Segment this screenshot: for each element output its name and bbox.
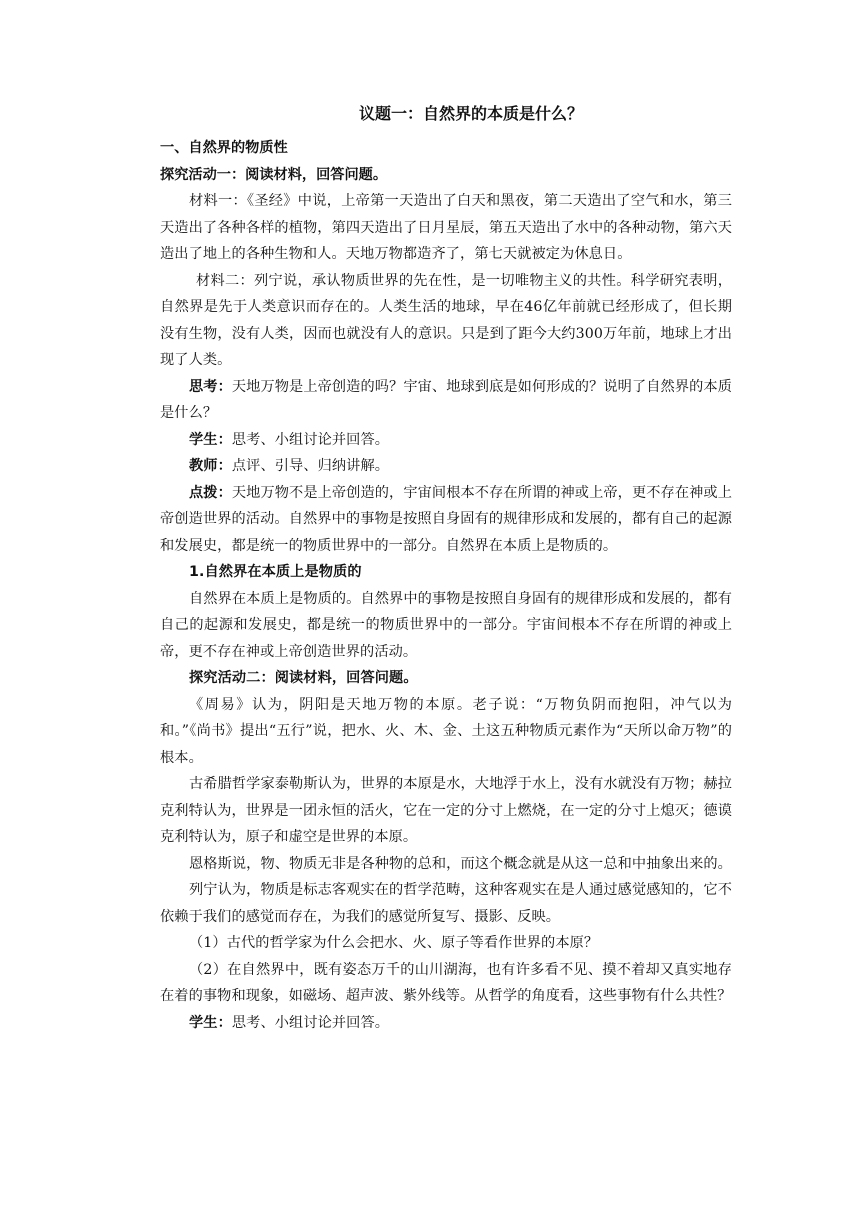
greek-paragraph: 古希腊哲学家泰勒斯认为，世界的本原是水，大地浮于水上，没有水就没有万物；赫拉克利特认为，世界是一团永恒的活火，它在一定的分寸上燃烧，在一定的分寸上熄灭；德谟克利特认为，原子和虚空是世界的本原。 (160, 776, 732, 845)
activity2-heading: 探究活动二：阅读材料，回答问题。 (189, 670, 418, 686)
teacher-label: 教师： (189, 458, 232, 474)
teacher-text: 点评、引导、归纳讲解。 (231, 458, 390, 474)
teacher-paragraph (160, 453, 732, 480)
zhouyi-paragraph: 《周易》认为，阴阳是天地万物的本原。老子说：“万物负阴而抱阳，冲气以为和。”《尚书》提出“五行”说，把水、火、木、金、土这五种物质元素作为“天所以命万物”的根本。 (160, 696, 732, 766)
question2-paragraph: （2）在自然界中，既有姿态万千的山川湖海，也有许多看不见、摸不着却又真实地存在着的事物和现象，如磁场、超声波、紫外线等。从哲学的角度看，这些事物有什么共性？ (160, 961, 732, 1004)
document-body (160, 104, 732, 1036)
hint-paragraph (160, 480, 732, 560)
section-heading: 一、自然界的物质性 (160, 140, 288, 156)
student-text: 思考、小组讨论并回答。 (231, 431, 390, 448)
lenin-paragraph: 列宁认为，物质是标志客观实在的哲学范畴，这种客观实在是人通过感觉感知的，它不依赖于我们的感觉而存在，为我们的感觉所复写、摄影、反映。 (160, 882, 732, 925)
student2-label: 学生： (189, 1014, 232, 1031)
student2-paragraph (160, 1010, 732, 1037)
point1-paragraph: 自然界在本质上是物质的。自然界中的事物是按照自身固有的规律形成和发展的，都有自己的起源和发展史，都是统一的物质世界中的一部分。宇宙间根本不存在所谓的神或上帝，更不存在神或上帝创造世界的活动。 (160, 590, 732, 660)
material2-paragraph: 材料二：列宁说，承认物质世界的先在性，是一切唯物主义的共性。科学研究表明，自然界是先于人类意识而存在的。人类生活的地球，早在46亿年前就已经形成了，但长期没有生物，没有人类，因而也就没有人的意识。只是到了距今大约300万年前，地球上才出现了人类。 (160, 272, 732, 368)
hint-label: 点拨： (189, 484, 232, 501)
student2-text: 思考、小组讨论并回答。 (231, 1014, 390, 1031)
material1-paragraph: 材料一：《圣经》中说，上帝第一天造出了白天和黑夜，第二天造出了空气和水，第三天造出了各种各样的植物，第四天造出了日月星辰，第五天造出了水中的各种动物，第六天造出了地上的各种生物和人。天地万物都造齐了，第七天就被定为休息日。 (160, 193, 732, 262)
question1-paragraph: （1）古代的哲学家为什么会把水、火、原子等看作世界的本原？ (189, 935, 599, 951)
think-label: 思考： (189, 378, 232, 395)
think-paragraph (160, 374, 732, 427)
activity1-heading: 探究活动一：阅读材料，回答问题。 (160, 166, 388, 183)
engels-paragraph: 恩格斯说，物、物质无非是各种物的总和，而这个概念就是从这一总和中抽象出来的。 (189, 855, 732, 872)
think-text: 天地万物是上帝创造的吗？宇宙、地球到底是如何形成的？说明了自然界的本质是什么？ (160, 378, 732, 421)
student-label: 学生： (189, 431, 232, 448)
page-title: 议题一：自然界的本质是什么？ (358, 104, 583, 123)
point1-heading: 1.自然界在本质上是物质的 (189, 564, 362, 580)
student-paragraph (160, 427, 732, 454)
hint-text: 天地万物不是上帝创造的，宇宙间根本不存在所谓的神或上帝，更不存在神或上帝创造世界的活动。自然界中的事物是按照自身固有的规律形成和发展的，都有自己的起源和发展史，都是统一的物质世界中的一部分。自然界在本质上是物质的。 (160, 484, 732, 554)
